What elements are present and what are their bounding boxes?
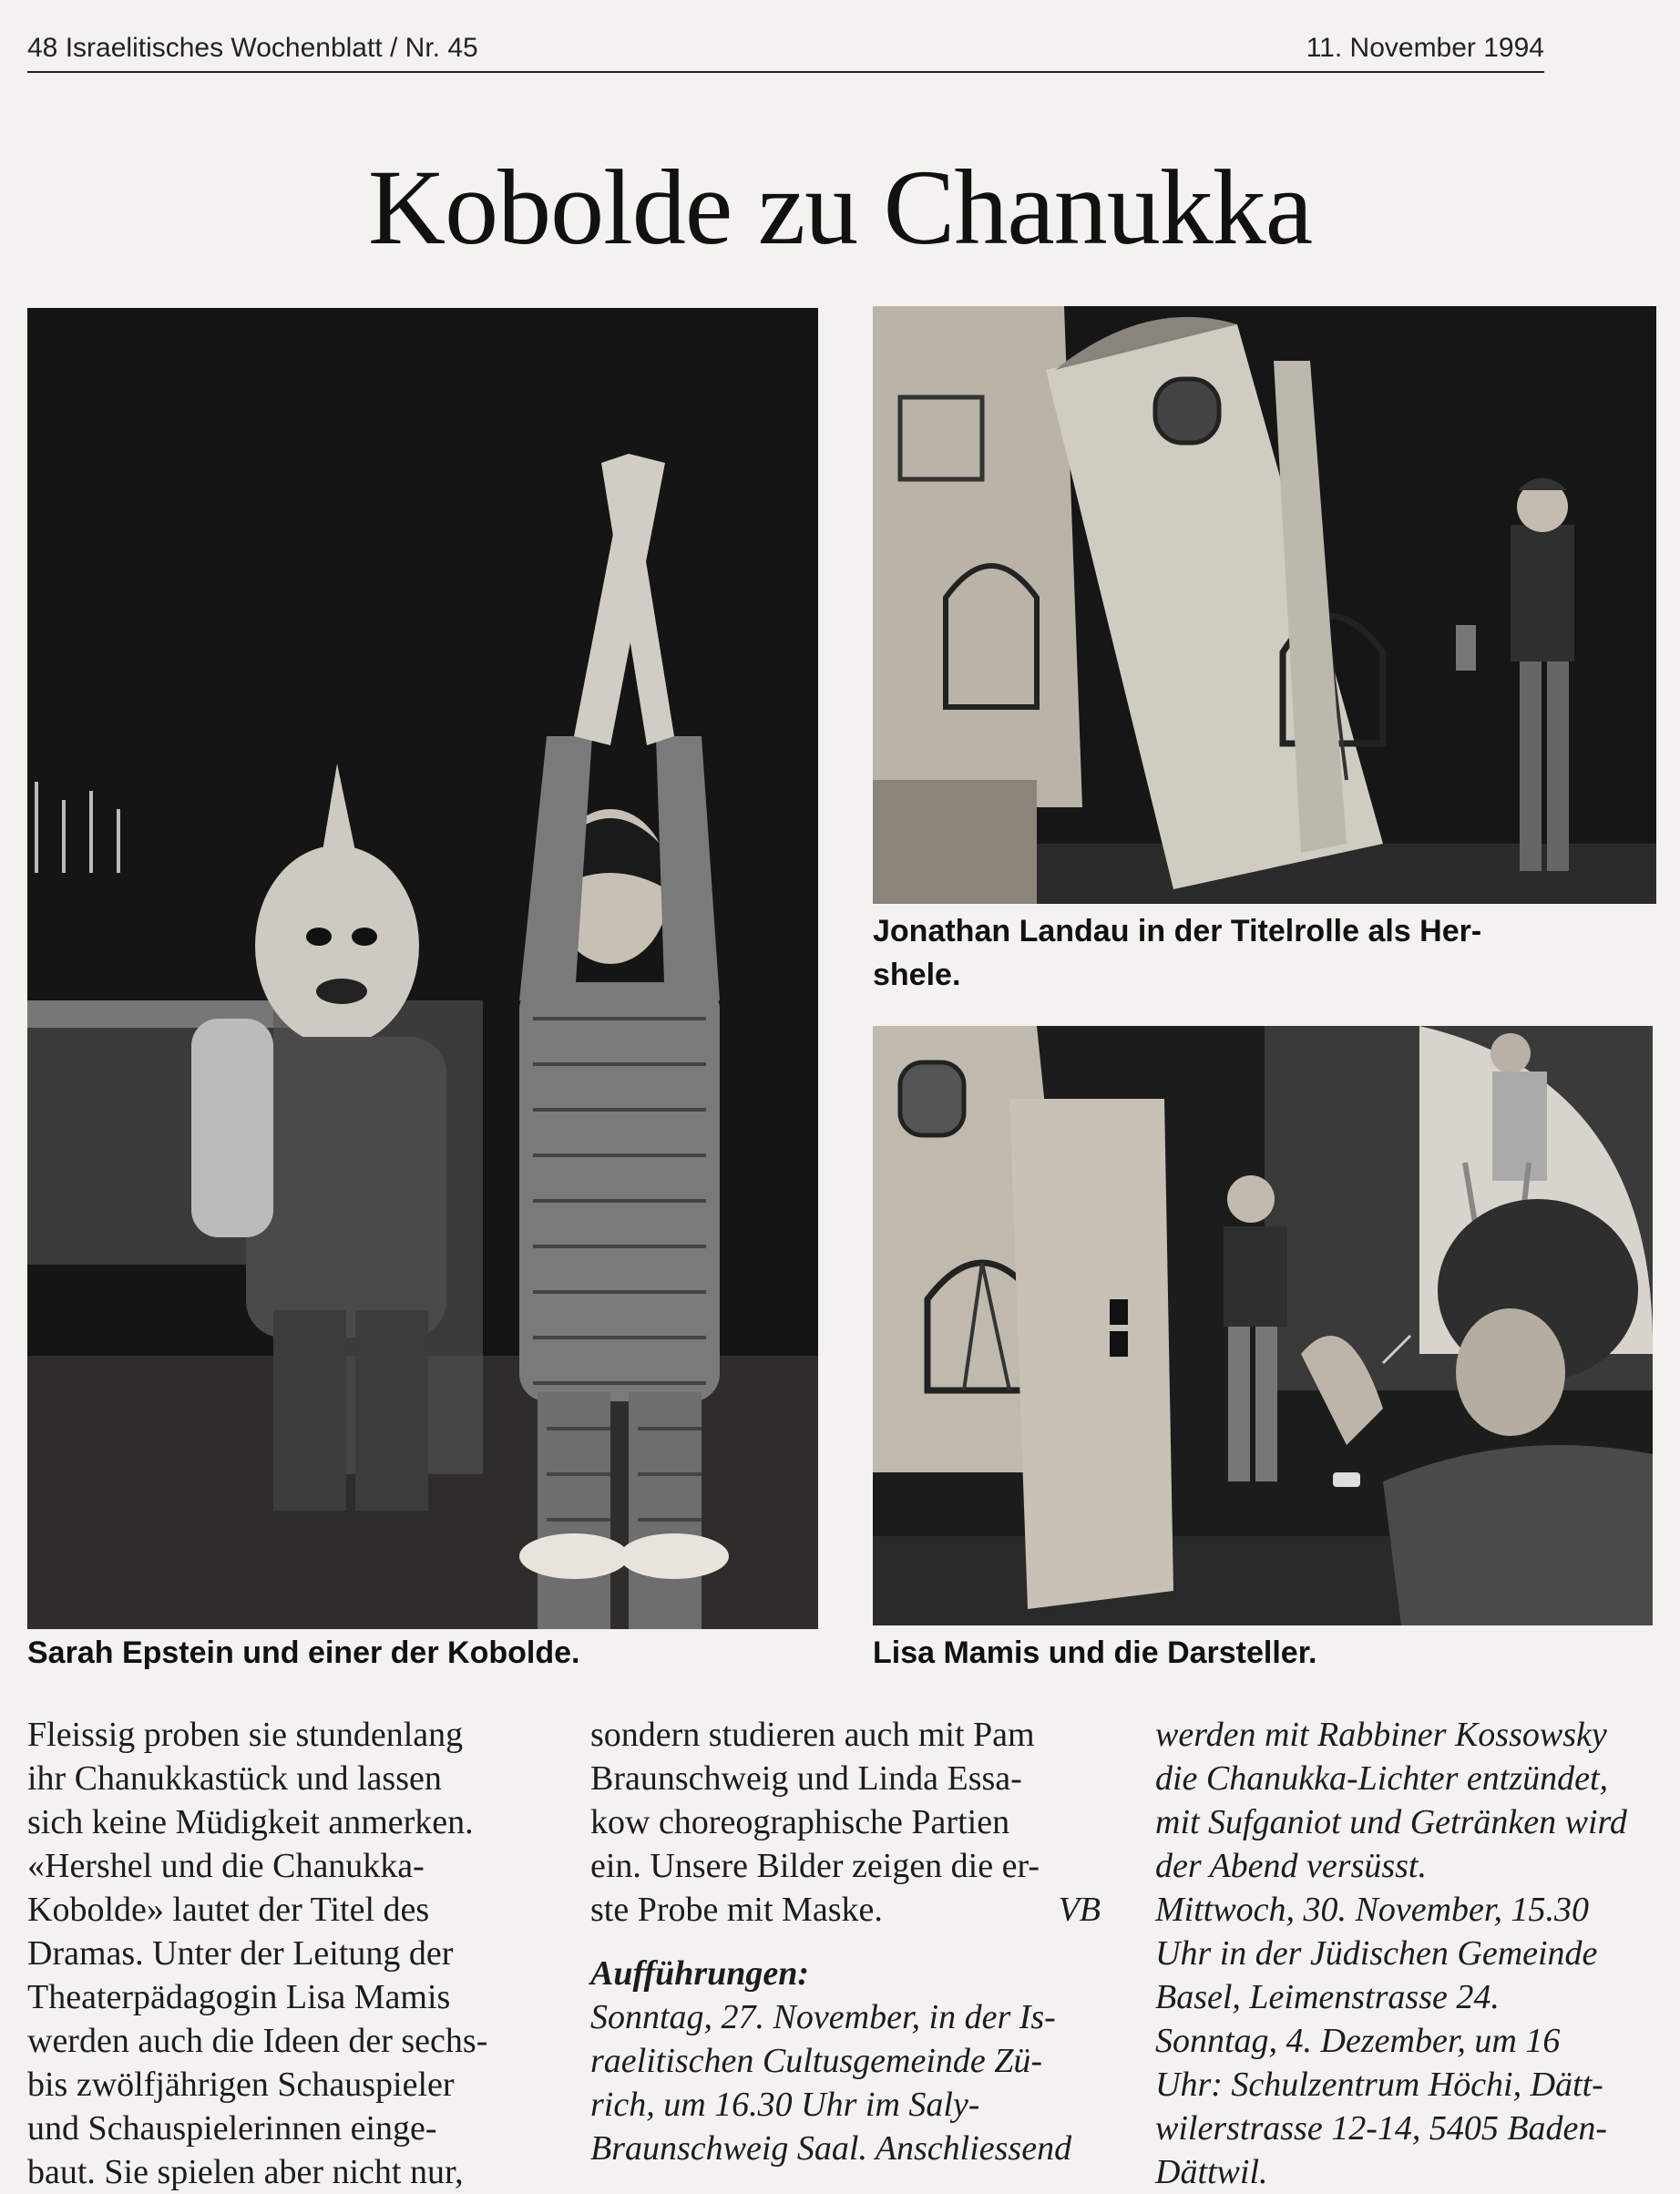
col2-last-line-text: ste Probe mit Maske. [590, 1891, 883, 1929]
col1-line: Dramas. Unter der Leitung der [27, 1934, 454, 1973]
col1-line: sich keine Müdigkeit anmerken. [27, 1803, 474, 1841]
page-header [27, 27, 1544, 73]
photo-sarah-epstein-kobold [27, 308, 818, 1629]
col3-line: Basel, Leimenstrasse 24. [1155, 1978, 1500, 2016]
col2-italic-line: Sonntag, 27. November, in der Is- [590, 1998, 1056, 2036]
col3-line: Mittwoch, 30. November, 15.30 [1155, 1891, 1590, 1929]
col2-italic-line: rich, um 16.30 Uhr im Saly- [590, 2086, 980, 2124]
col3-line: Dättwil. [1155, 2153, 1268, 2191]
col2-line: sondern studieren auch mit Pam [590, 1716, 1035, 1754]
page-number-and-publication: 48 Israelitisches Wochenblatt / Nr. 45 [27, 33, 478, 63]
caption-top-right-line2: shele. [873, 958, 961, 992]
article-headline: Kobolde zu Chanukka [367, 148, 1313, 267]
col2-last-line [590, 1888, 1101, 1932]
col3-line: Uhr in der Jüdischen Gemeinde [1155, 1934, 1598, 1973]
col1-line: Kobolde» lautet der Titel des [27, 1891, 430, 1929]
col3-line: der Abend versüsst. [1155, 1847, 1427, 1885]
article-column-3 [1155, 1713, 1661, 2194]
col2-line: ein. Unsere Bilder zeigen die er- [590, 1847, 1040, 1885]
col3-line: Sonntag, 4. Dezember, um 16 [1155, 2022, 1561, 2060]
col2-italic-line: Braunschweig Saal. Anschliessend [590, 2129, 1072, 2168]
performances-subhead: Aufführungen: [590, 1954, 810, 1993]
caption-main-photo: Sarah Epstein und einer der Kobolde. [27, 1635, 580, 1670]
photo-lisa-mamis-performers [873, 1026, 1653, 1625]
article-column-1 [27, 1713, 538, 2194]
article-column-2 [590, 1713, 1101, 2170]
header-rule [27, 71, 1544, 73]
col2-italic-line: raelitischen Cultusgemeinde Zü- [590, 2042, 1043, 2080]
col1-line: werden auch die Ideen der sechs- [27, 2022, 488, 2060]
col1-line: und Schauspielerinnen einge- [27, 2109, 437, 2148]
col2-line: kow choreographische Partien [590, 1803, 1010, 1841]
col1-line: Fleissig proben sie stundenlang [27, 1716, 464, 1754]
col1-line: ihr Chanukkastück und lassen [27, 1759, 442, 1798]
col3-line: Uhr: Schulzentrum Höchi, Dätt- [1155, 2066, 1603, 2104]
caption-top-right [873, 909, 1656, 997]
col1-line: «Hershel und die Chanukka- [27, 1847, 425, 1885]
col3-line: werden mit Rabbiner Kossowsky [1155, 1716, 1607, 1754]
col3-line: die Chanukka-Lichter entzündet, [1155, 1759, 1609, 1798]
caption-bottom-right: Lisa Mamis und die Darsteller. [873, 1635, 1317, 1670]
col1-line: bis zwölfjährigen Schauspieler [27, 2066, 455, 2104]
col2-line: Braunschweig und Linda Essa- [590, 1759, 1022, 1798]
col3-line: wilerstrasse 12-14, 5405 Baden- [1155, 2109, 1608, 2148]
col3-line: mit Sufganiot und Getränken wird [1155, 1803, 1627, 1841]
issue-date: 11. November 1994 [1306, 33, 1544, 63]
col1-line: Theaterpädagogin Lisa Mamis [27, 1978, 451, 2016]
caption-top-right-line1: Jonathan Landau in der Titelrolle als Her- [873, 914, 1482, 948]
col1-line: baut. Sie spielen aber nicht nur, [27, 2153, 464, 2191]
author-signature: VB [1058, 1891, 1101, 1929]
photo-jonathan-landau-hershele [873, 306, 1656, 904]
